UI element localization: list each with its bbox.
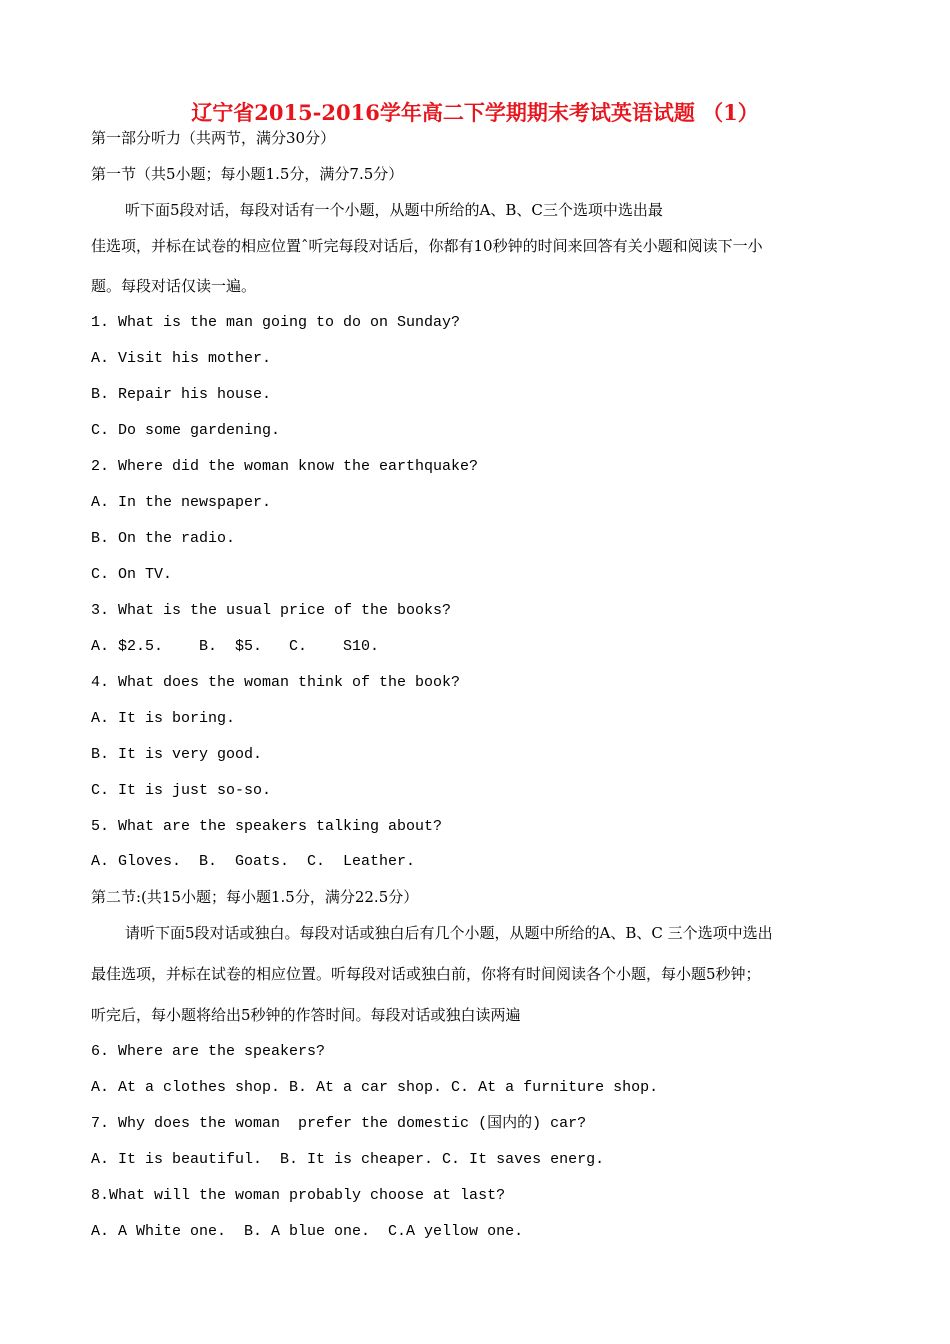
question-1: 1. What is the man going to do on Sunday? xyxy=(91,314,461,331)
question-3: 3. What is the usual price of the books? xyxy=(91,602,452,619)
section1-heading: 第一节（共5小题；每小题1.5分，满分7.5分） xyxy=(91,165,404,183)
question-5-options: A. Gloves. B. Goats. C. Leather. xyxy=(91,853,416,870)
question-6-options: A. At a clothes shop. B. At a car shop. C. At a furniture shop. xyxy=(91,1079,659,1096)
section1-instructions-line1: 听下面5段对话，每段对话有一个小题，从题中所给的A、B、C三个选项中选出最 xyxy=(125,201,663,219)
section1-instructions-line2: 佳选项，并标在试卷的相应位置ˆ听完每段对话后，你都有10秒钟的时间来回答有关小题和阅读下一小 xyxy=(91,237,763,255)
section2-instructions-line1: 请听下面5段对话或独白。每段对话或独白后有几个小题，从题中所给的A、B、C 三个选项中选出 xyxy=(125,924,773,942)
section1-instructions-line3: 题。每段对话仅读一遍。 xyxy=(91,277,257,295)
question-2-option-b: B. On the radio. xyxy=(91,530,236,547)
question-4-option-b: B. It is very good. xyxy=(91,746,263,763)
section2-instructions-line2: 最佳选项，并标在试卷的相应位置。听每段对话或独白前，你将有时间阅读各个小题，每小题5秒钟； xyxy=(91,965,761,983)
section2-instructions-line3: 听完后，每小题将给出5秒钟的作答时间。每段对话或独白读两遍 xyxy=(91,1006,521,1024)
question-7: 7. Why does the woman prefer the domestic (国内的) car? xyxy=(91,1115,587,1132)
page-title: 辽宁省2015-2016学年高二下学期期末考试英语试题 （1） xyxy=(191,100,759,125)
question-2-option-a: A. In the newspaper. xyxy=(91,494,272,511)
question-3-options: A. $2.5. B. $5. C. S10. xyxy=(91,638,380,655)
question-1-option-c: C. Do some gardening. xyxy=(91,422,281,439)
section2-heading: 第二节:(共15小题；每小题1.5分，满分22.5分） xyxy=(91,888,419,906)
part1-heading: 第一部分听力（共两节，满分30分） xyxy=(91,129,336,147)
question-7-options: A. It is beautiful. B. It is cheaper. C. It saves energ. xyxy=(91,1151,605,1168)
question-6: 6. Where are the speakers? xyxy=(91,1043,326,1060)
question-8: 8.What will the woman probably choose at last? xyxy=(91,1187,506,1204)
question-2-option-c: C. On TV. xyxy=(91,566,173,583)
question-8-options: A. A White one. B. A blue one. C.A yellow one. xyxy=(91,1223,524,1240)
question-1-option-b: B. Repair his house. xyxy=(91,386,272,403)
question-4-option-a: A. It is boring. xyxy=(91,710,236,727)
question-1-option-a: A. Visit his mother. xyxy=(91,350,272,367)
question-4: 4. What does the woman think of the book? xyxy=(91,674,461,691)
question-4-option-c: C. It is just so-so. xyxy=(91,782,272,799)
question-5: 5. What are the speakers talking about? xyxy=(91,818,443,835)
question-2: 2. Where did the woman know the earthquake? xyxy=(91,458,479,475)
